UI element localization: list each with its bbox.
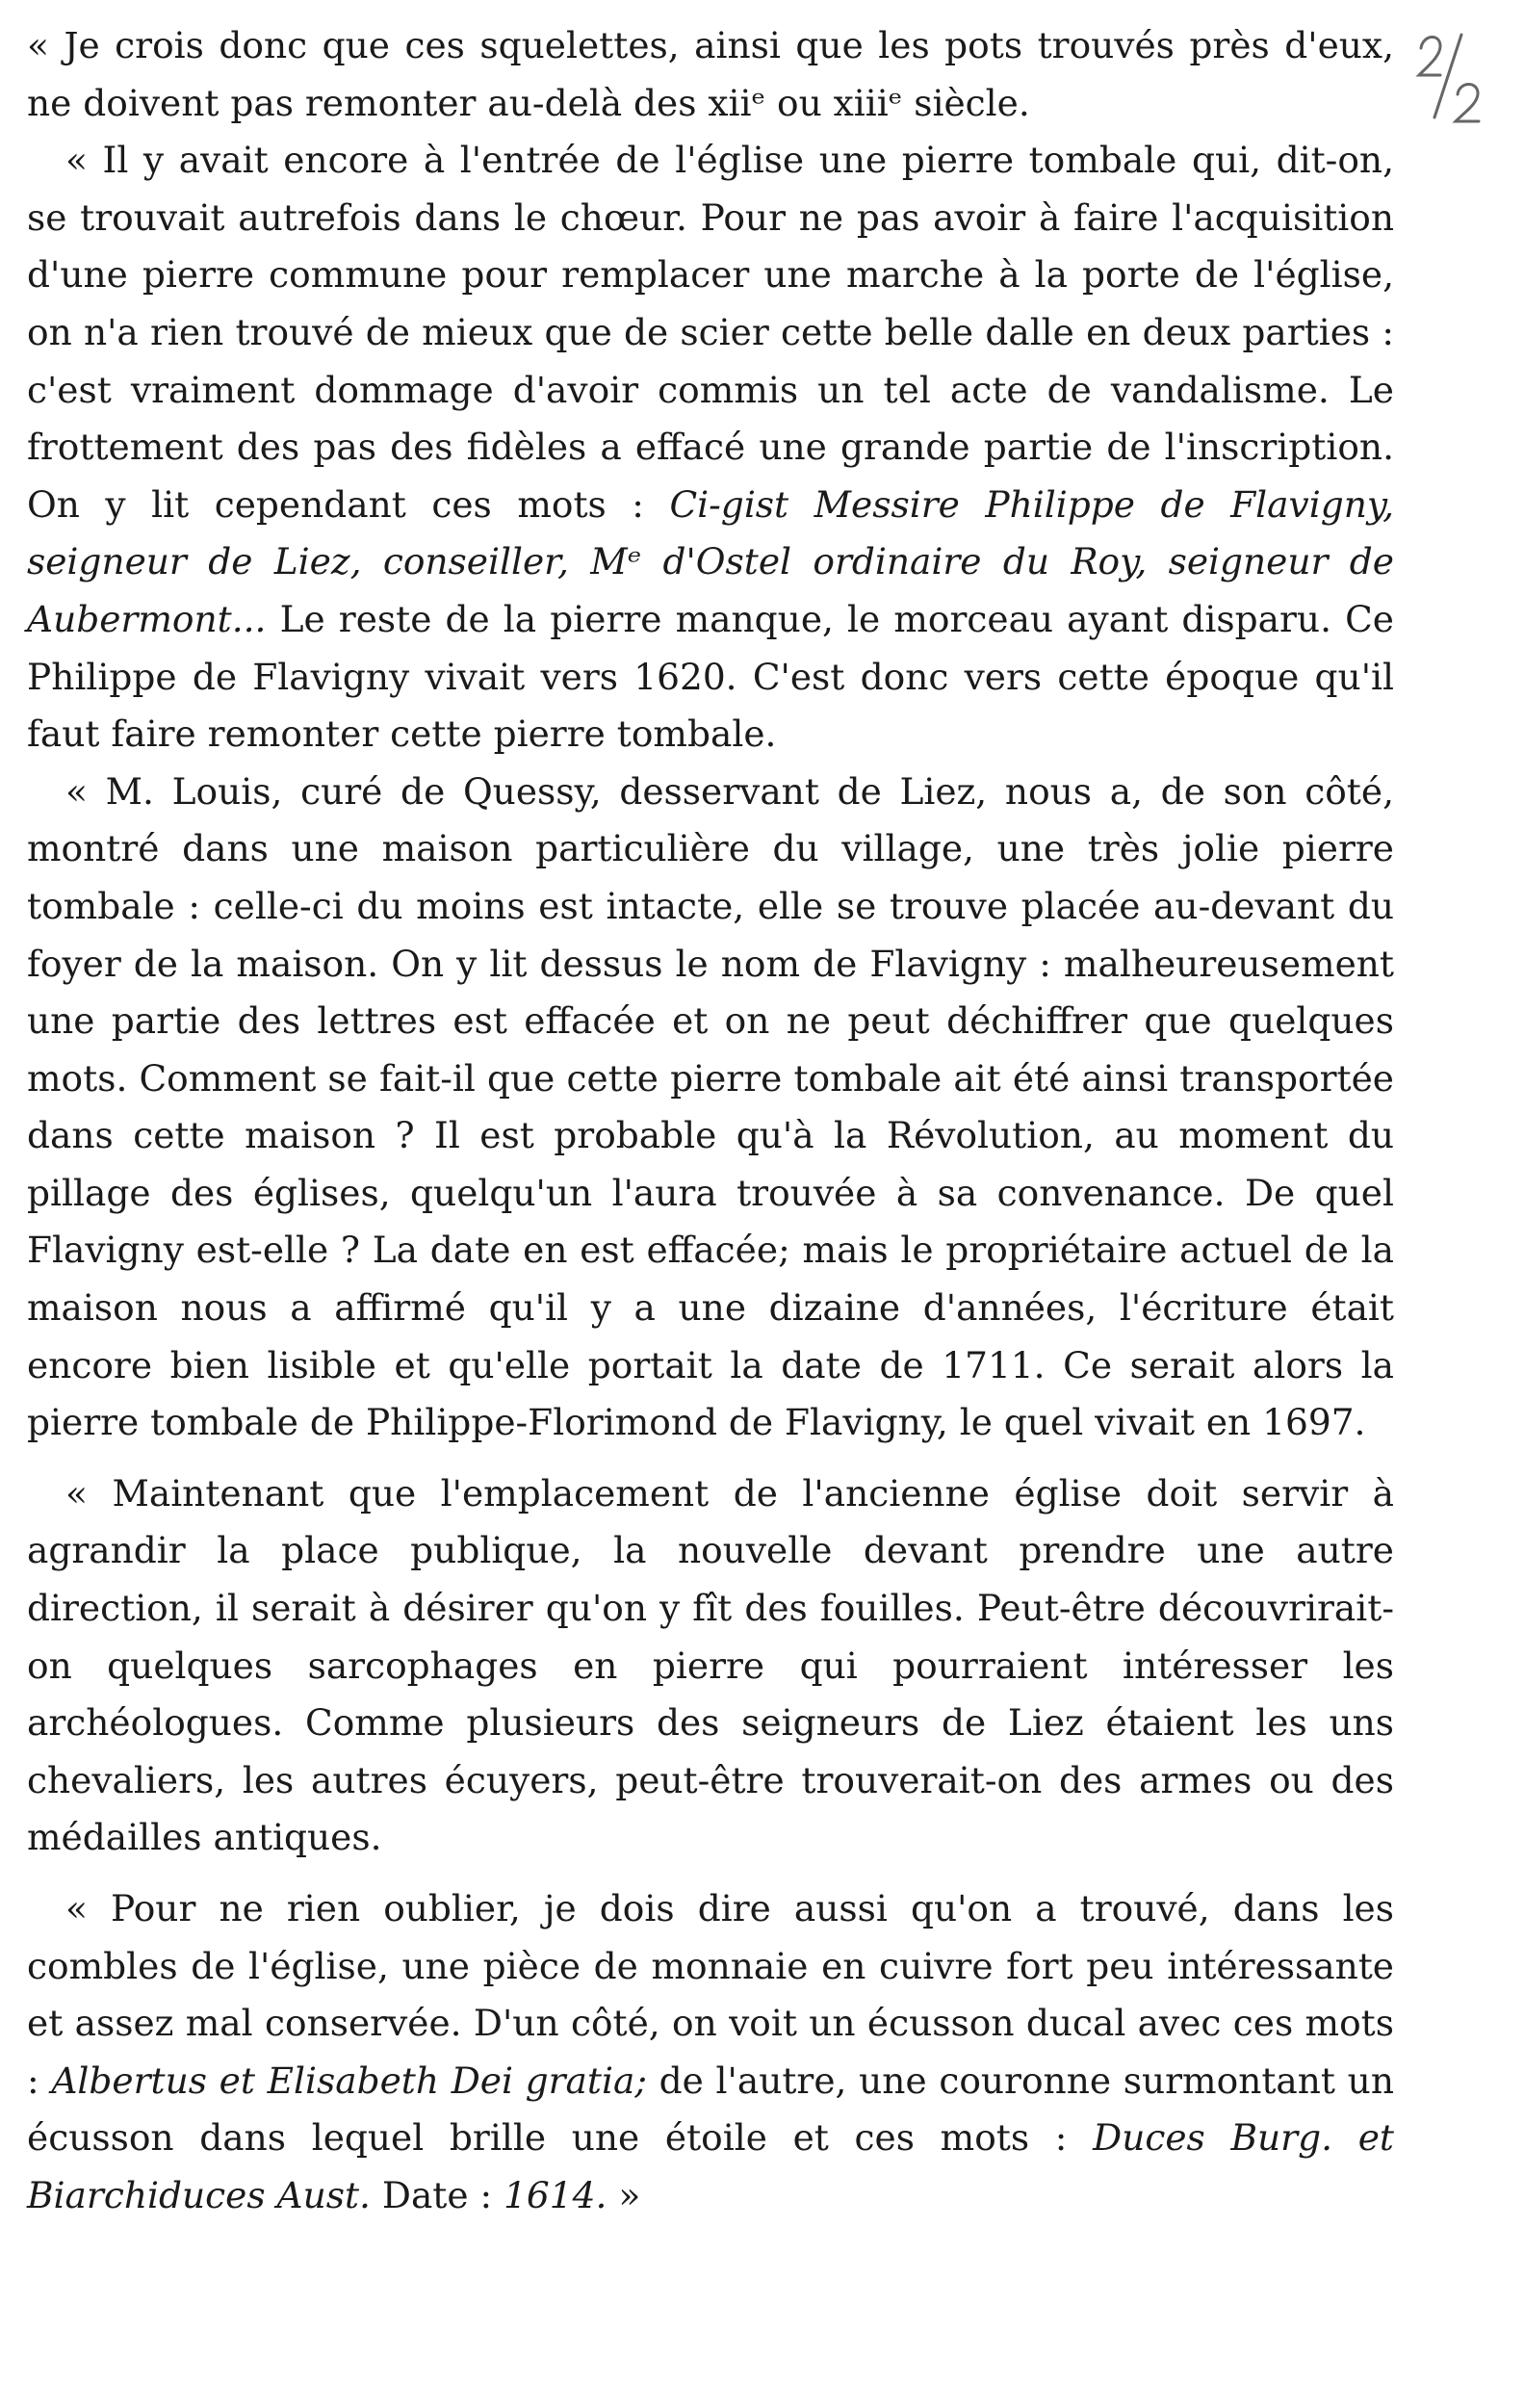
paragraph-5-text-d: » xyxy=(607,2173,641,2216)
paragraph-3-text: « M. Louis, curé de Quessy, desservant de Liez, nous a, de son côté, montré dans une maison particulière du village, une très jolie pierre tombale : celle-ci du moins est intacte, elle se trouve placée au-devant du foyer de la maison. On y lit dessus le nom de Flavigny : malheureusement une partie des lettres est effacée et on ne peut déchiffrer que quelques mots. Comment se fait-il que cette pierre tombale ait été ainsi transportée dans cette maison ? Il est probable qu'à la Révolution, au moment du pillage des églises, quelqu'un l'aura trouvée à sa convenance. De quel Flavigny est-elle ? La date en est effacée; mais le propriétaire actuel de la maison nous a affirmé qu'il y a une dizaine d'années, l'écriture était encore bien lisible et qu'elle portait la date de 1711. Ce serait alors la pierre tombale de Philippe-Florimond de Flavigny, le quel vivait en 1697. xyxy=(27,769,1394,1444)
paragraph-1 xyxy=(27,17,1394,132)
paragraph-4 xyxy=(27,1465,1394,1867)
paragraph-1-text: « Je crois donc que ces squelettes, ainsi que les pots trouvés près d'eux, ne doivent pas remonter au-delà des xiiᵉ ou xiiiᵉ siècle. xyxy=(27,24,1394,124)
tomb-inscription-quote: Ci-gist Messire Philippe de Flavigny, seigneur de Liez, conseiller, Mᵉ d'Ostel ordinaire du Roy, seigneur de Aubermont... xyxy=(27,482,1394,640)
margin-page-note xyxy=(1408,15,1494,131)
paragraph-4-text: « Maintenant que l'emplacement de l'ancienne église doit servir à agrandir la place publique, la nouvelle devant prendre une autre direction, il serait à désirer qu'on y fît des fouilles. Peut-être découvrirait-on quelques sarcophages en pierre qui pourraient intéresser les archéologues. Comme plusieurs des seigneurs de Liez étaient les uns chevaliers, les autres écuyers, peut-être trouverait-on des armes ou des médailles antiques. xyxy=(27,1471,1394,1859)
coin-reverse-inscription: Duces Burg. et Biarchiduces Aust. xyxy=(27,2116,1394,2216)
paragraph-2 xyxy=(27,132,1394,764)
coin-obverse-inscription: Albertus et Elisabeth Dei gratia; xyxy=(51,2058,647,2102)
paragraph-2-text-a: « Il y avait encore à l'entrée de l'église une pierre tombale qui, dit-on, se trouvait autrefois dans le chœur. Pour ne pas avoir à faire l'acquisition d'une pierre commune pour remplacer une marche à la porte de l'église, on n'a rien trouvé de mieux que de scier cette belle dalle en deux parties : c'est vraiment dommage d'avoir commis un tel acte de vandalisme. Le frottement des pas des fidèles a effacé une grande partie de l'inscription. On y lit cependant ces mots : xyxy=(27,139,1394,526)
paragraph-2-text-b: Le reste de la pierre manque, le morceau ayant disparu. Ce Philippe de Flavigny vivait vers 1620. C'est donc vers cette époque qu'il faut faire remonter cette pierre tombale. xyxy=(27,597,1394,756)
coin-date: 1614. xyxy=(504,2173,607,2216)
handwritten-fraction-mark xyxy=(1408,15,1494,131)
paragraph-5-text-c: Date : xyxy=(370,2173,504,2216)
document-body xyxy=(27,17,1394,2225)
paragraph-5 xyxy=(27,1880,1394,2225)
paragraph-5-text-b: de l'autre, une couronne surmontant un écusson dans lequel brille une étoile et ces mots : xyxy=(27,2058,1394,2160)
paragraph-5-text-a: « Pour ne rien oublier, je dois dire aussi qu'on a trouvé, dans les combles de l'église, une pièce de monnaie en cuivre fort peu intéressante et assez mal conservée. D'un côté, on voit un écusson ducal avec ces mots : xyxy=(27,1887,1394,2102)
paragraph-3 xyxy=(27,764,1394,1452)
